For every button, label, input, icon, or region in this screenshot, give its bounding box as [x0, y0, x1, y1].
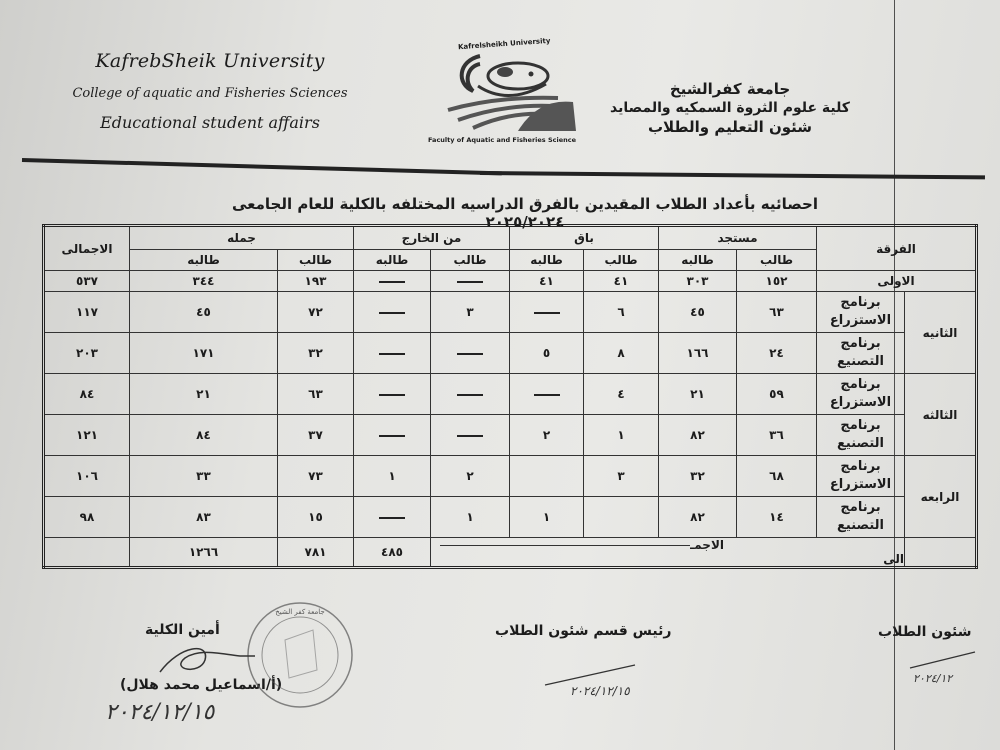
cell-new-female: ٨٢ [659, 415, 737, 456]
program-cell [817, 374, 905, 415]
handwritten-date: ٢٠٢٤/١٢/١٥ [105, 700, 215, 725]
cell-total: ١١٧ [44, 292, 130, 333]
enrollment-statistics-table [42, 224, 978, 569]
program-label: برنامج [840, 459, 881, 474]
header-female: طالبه [130, 250, 278, 271]
empty-value-dash [379, 281, 405, 283]
grand-total-sum-male: ٤٨٥ [354, 538, 431, 568]
empty-value-dash [534, 312, 560, 314]
cell-new-male: ٦٣ [737, 292, 817, 333]
header-female: طالبه [510, 250, 584, 271]
cell-external-female [354, 374, 431, 415]
cell-remaining-male: ٣ [584, 456, 659, 497]
program-cell [817, 333, 905, 374]
cell-new-male: ٢٤ [737, 333, 817, 374]
cell-external-male: ٣ [431, 292, 510, 333]
svg-text:٢٠٢٤/١٢/١٥: ٢٠٢٤/١٢/١٥ [570, 684, 630, 698]
cell-sum-female: ٣٣ [130, 456, 278, 497]
cell-total: ٩٨ [44, 497, 130, 538]
secretary-signature-scribble [150, 640, 260, 680]
header-male: طالب [737, 250, 817, 271]
cell-remaining-male: ٦ [584, 292, 659, 333]
grand-total-row [44, 538, 977, 568]
empty-value-dash [379, 353, 405, 355]
cell-total: ٢٠٣ [44, 333, 130, 374]
cell-new-male: ١٤ [737, 497, 817, 538]
cell-total: ٥٣٧ [44, 271, 130, 292]
empty-value-dash [379, 517, 405, 519]
cell-sum-female: ٢١ [130, 374, 278, 415]
cell-sum-male: ٧٣ [278, 456, 354, 497]
cell-new-female: ٣٠٣ [659, 271, 737, 292]
header-row-1 [44, 226, 977, 250]
program-name: التصنيع [837, 518, 884, 533]
cell-sum-male: ٦٣ [278, 374, 354, 415]
cell-new-female: ٣٢ [659, 456, 737, 497]
department-name-en: Educational student affairs [100, 113, 320, 132]
signature-college-secretary: أمين الكلية [145, 622, 220, 638]
cell-sum-male: ١٥ [278, 497, 354, 538]
grand-total-label [431, 538, 905, 568]
university-name-en: KafrebSheik University [95, 50, 325, 72]
program-label: برنامج [840, 500, 881, 515]
cell-remaining-female: ٢ [510, 415, 584, 456]
cell-sum-male: ٣٢ [278, 333, 354, 374]
table-row [44, 292, 977, 333]
cell-external-male: ١ [431, 497, 510, 538]
header-divider-right [480, 171, 985, 179]
program-label: برنامج [840, 336, 881, 351]
faculty-logo [418, 36, 588, 148]
signature-head-of-department: رئيس قسم شئون الطلاب [495, 623, 672, 639]
cell-new-female: ٤٥ [659, 292, 737, 333]
program-cell [817, 415, 905, 456]
table-row [44, 456, 977, 497]
empty-value-dash [457, 281, 483, 283]
fish-logo-icon [418, 36, 588, 136]
header-remaining: باق [510, 226, 659, 250]
grand-total-level-blank [905, 538, 977, 568]
empty-value-dash [457, 353, 483, 355]
head-signature-scribble [540, 655, 660, 700]
cell-remaining-female [510, 292, 584, 333]
cell-new-male: ١٥٢ [737, 271, 817, 292]
cell-sum-male: ٧٢ [278, 292, 354, 333]
cell-new-female: ٢١ [659, 374, 737, 415]
cell-remaining-male: ٨ [584, 333, 659, 374]
cell-remaining-male [584, 497, 659, 538]
header-level: الفرقة [817, 226, 977, 271]
grand-total-label-start: الاجمـ [690, 538, 724, 552]
program-name: الاستزراع [829, 395, 892, 410]
cell-external-male [431, 415, 510, 456]
cell-total: ١٠٦ [44, 456, 130, 497]
cell-sum-female: ٨٣ [130, 497, 278, 538]
cell-new-female: ٨٢ [659, 497, 737, 538]
cell-remaining-female [510, 456, 584, 497]
cell-remaining-male: ١ [584, 415, 659, 456]
cell-external-female [354, 292, 431, 333]
table-row [44, 497, 977, 538]
header-external: من الخارج [354, 226, 510, 250]
official-stamp-icon [245, 600, 355, 710]
table-row [44, 415, 977, 456]
table-row [44, 374, 977, 415]
cell-sum-female: ٣٤٤ [130, 271, 278, 292]
signature-student-affairs: شئون الطلاب [878, 624, 972, 640]
svg-text:٢٠٢٤/١٢: ٢٠٢٤/١٢ [913, 672, 953, 685]
cell-new-male: ٣٦ [737, 415, 817, 456]
grand-total-sum-female: ٧٨١ [278, 538, 354, 568]
program-name: الاستزراع [829, 313, 892, 328]
cell-external-female [354, 333, 431, 374]
cell-sum-female: ١٧١ [130, 333, 278, 374]
secretary-name: (أ/اسماعيل محمد هلال) [120, 677, 283, 693]
cell-external-male [431, 374, 510, 415]
empty-value-dash [457, 394, 483, 396]
level-cell: الثالثه [905, 374, 977, 456]
logo-bottom-text: Faculty of Aquatic and Fisheries Science [428, 136, 577, 144]
level-cell: الثانيه [905, 292, 977, 374]
cell-external-female [354, 497, 431, 538]
cell-external-female [354, 271, 431, 292]
cell-sum-female: ٨٤ [130, 415, 278, 456]
program-label: برنامج [840, 295, 881, 310]
table-row [44, 333, 977, 374]
empty-value-dash [379, 435, 405, 437]
cell-external-male [431, 333, 510, 374]
cell-sum-male: ٣٧ [278, 415, 354, 456]
program-name: التصنيع [837, 354, 884, 369]
affairs-signature-scribble [905, 640, 985, 685]
cell-external-female [354, 415, 431, 456]
header-female: طالبه [354, 250, 431, 271]
cell-remaining-male: ٤١ [584, 271, 659, 292]
header-male: طالب [278, 250, 354, 271]
cell-external-male: ٢ [431, 456, 510, 497]
level-cell: الاولى [817, 271, 977, 292]
grand-total-label-end: الى [883, 552, 904, 566]
program-name: التصنيع [837, 436, 884, 451]
department-name-ar: شئون التعليم والطلاب [647, 118, 813, 136]
header-male: طالب [431, 250, 510, 271]
level-cell: الرابعه [905, 456, 977, 538]
cell-new-male: ٥٩ [737, 374, 817, 415]
document-title: احصائيه بأعداد الطلاب المقيدين بالفرق الدراسيه المختلفه بالكلية للعام الجامعى ٢٠٢٥/٢٠٢٤ [232, 195, 818, 231]
empty-value-dash [379, 394, 405, 396]
header-male: طالب [584, 250, 659, 271]
table-row [44, 271, 977, 292]
grand-total-overall: ١٢٦٦ [130, 538, 278, 568]
english-letterhead [60, 50, 360, 132]
logo-top-text: Kafrelsheikh University [457, 36, 551, 52]
program-cell [817, 456, 905, 497]
cell-remaining-female: ٤١ [510, 271, 584, 292]
cell-external-female: ١ [354, 456, 431, 497]
header-new: مستجد [659, 226, 817, 250]
grand-total-label-line [440, 545, 690, 546]
header-divider [22, 158, 502, 175]
arabic-letterhead [610, 80, 850, 136]
empty-value-dash [534, 394, 560, 396]
cell-external-male [431, 271, 510, 292]
cell-new-female: ١٦٦ [659, 333, 737, 374]
header-total: الاجمالى [44, 226, 130, 271]
cell-sum-male: ١٩٣ [278, 271, 354, 292]
cell-total: ١٢١ [44, 415, 130, 456]
cell-total: ٨٤ [44, 374, 130, 415]
program-cell [817, 292, 905, 333]
program-name: الاستزراع [829, 477, 892, 492]
cell-remaining-female: ٥ [510, 333, 584, 374]
cell-remaining-male: ٤ [584, 374, 659, 415]
university-name-ar: جامعة كفرالشيخ [669, 80, 791, 98]
college-name-ar: كلية علوم الثروة السمكيه والمصايد [610, 100, 850, 116]
cell-remaining-female [510, 374, 584, 415]
program-label: برنامج [840, 418, 881, 433]
empty-value-dash [457, 435, 483, 437]
cell-new-male: ٦٨ [737, 456, 817, 497]
empty-value-dash [379, 312, 405, 314]
stamp-text: جامعة كفر الشيخ [275, 608, 325, 616]
header-sum: جمله [130, 226, 354, 250]
college-name-en: College of aquatic and Fisheries Sciences [72, 86, 348, 101]
program-label: برنامج [840, 377, 881, 392]
cell-remaining-female: ١ [510, 497, 584, 538]
cell-sum-female: ٤٥ [130, 292, 278, 333]
program-cell [817, 497, 905, 538]
header-female: طالبه [659, 250, 737, 271]
